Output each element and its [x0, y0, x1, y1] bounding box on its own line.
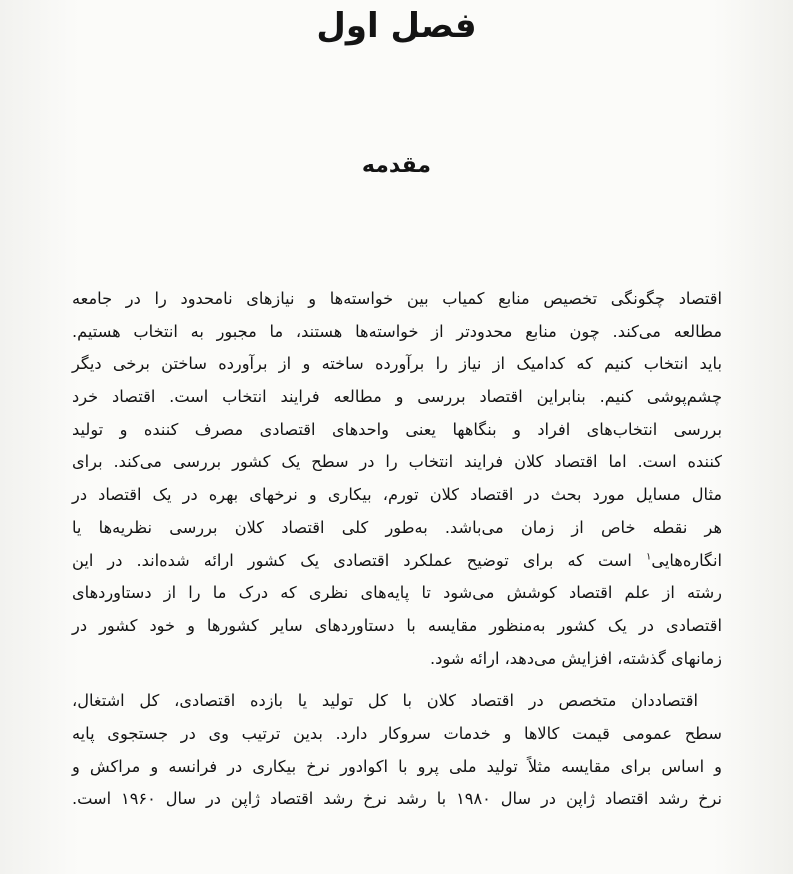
text-line: بررسی انتخاب‌های افراد و بنگاهها یعنی واحدهای اقتصادی مصرف کننده و تولید: [72, 419, 722, 439]
paragraph-1: [72, 283, 722, 675]
text-line: رشته از علم اقتصاد کوشش می‌شود تا پایه‌های نظری که درک ما را از دستاوردهای: [72, 583, 722, 603]
text-line: سطح عمومی قیمت کالاها و خدمات سروکار دارد. بدین ترتیب وی در جستجوی پایه: [72, 723, 722, 743]
text-line: زمانهای گذشته، افزایش می‌دهد، ارائه شود.: [430, 648, 722, 668]
text-line: و اساس برای مقایسه مثلاً تولید ملی پرو با اکوادور نرخ بیکاری در فرانسه و مراکش و: [72, 756, 722, 776]
text-line: هر نقطه خاص از زمان می‌باشد. به‌طور کلی اقتصاد کلان بررسی نظریه‌ها یا: [72, 517, 722, 537]
chapter-title: فصل اول: [316, 6, 477, 46]
text-line: باید انتخاب کنیم که کدامیک از نیاز را برآورده ساخته و از برآورده ساختن برخی دیگر: [72, 354, 722, 374]
text-line: کننده است. اما اقتصاد کلان فرایند انتخاب را در سطح یک کشور بررسی می‌کند. برای: [72, 452, 722, 472]
section-heading: مقدمه: [361, 153, 432, 178]
text-line: مطالعه می‌کند. چون منابع محدودتر از خواسته‌ها هستند، ما مجبور به انتخاب هستیم.: [72, 321, 722, 341]
footnote-mark: ۱: [645, 551, 652, 563]
text-line: مثال مسایل مورد بحث در اقتصاد کلان تورم، بیکاری و نرخهای بهره در یک اقتصاد در: [72, 485, 722, 505]
paragraph-2: [72, 685, 722, 816]
footnote-anchor-word: انگاره‌هایی$^۱$: [645, 550, 722, 570]
text-line-with-footnote: [72, 545, 722, 578]
text-line: نرخ رشد اقتصاد ژاپن در سال ۱۹۸۰ با رشد نرخ رشد اقتصاد ژاپن در سال ۱۹۶۰ است.: [72, 789, 722, 809]
body-text: [72, 283, 722, 816]
text-line: اقتصادی در یک کشور به‌منظور مقایسه با دستاوردهای سایر کشورها و خود کشور در: [72, 615, 722, 635]
text-line: اقتصاددان متخصص در اقتصاد کلان با کل تولید یا بازده اقتصادی، کل اشتغال،: [72, 691, 698, 711]
text-line: اقتصاد چگونگی تخصیص منابع کمیاب بین خواسته‌ها و نیازهای نامحدود را در جامعه: [72, 289, 722, 308]
text-line: چشم‌پوشی کنیم. بنابراین اقتصاد بررسی و مطالعه فرایند انتخاب است. اقتصاد خرد: [72, 387, 722, 407]
text-line-rest: است که برای توضیح عملکرد اقتصادی یک کشور ارائه شده‌اند. در این: [72, 550, 632, 570]
